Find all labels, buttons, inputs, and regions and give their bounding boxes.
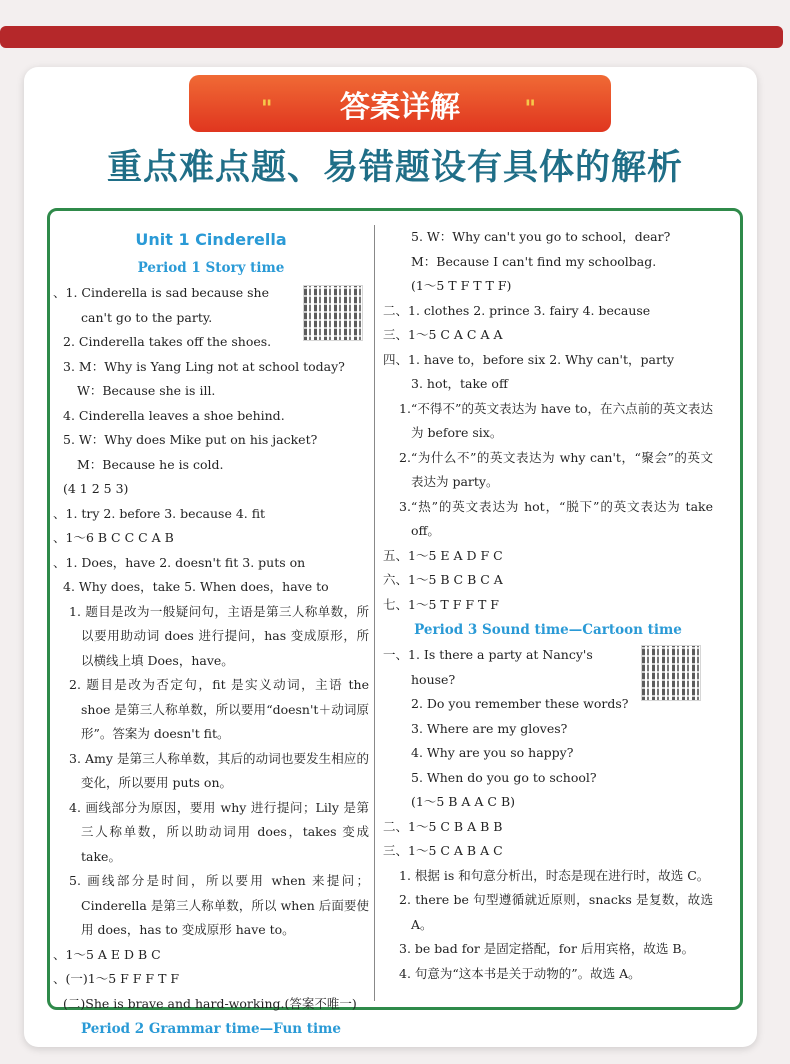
explanation-line: 5. 画线部分是时间，所以要用 when 来提问；Cinderella 是第三人称单数，所以 when 后面要使用 does，has to 变成原形 have to。 [69, 873, 369, 937]
answer-line: 、1. try 2. before 3. because 4. fit [53, 505, 266, 521]
answer-banner [189, 75, 611, 132]
answer-line: house? [411, 671, 456, 687]
banner-title: 答案详解 [340, 89, 460, 125]
answer-line: 4. Why does，take 5. When does，have to [63, 579, 329, 594]
left-column [53, 211, 369, 1036]
explanation-line: 2. there be 句型遵循就近原则，snacks 是复数，故选 A。 [399, 892, 713, 932]
qr-code-icon [641, 645, 701, 701]
explanation-line: 2.“为什么不”的英文表达为 why can't，“聚会”的英文表达为 party。 [399, 449, 713, 489]
answer-line: 二、1～5 C B A B B [383, 818, 503, 834]
column-divider [374, 225, 375, 1001]
answer-line: 3. Where are my gloves? [411, 720, 568, 736]
answer-line: 3. M：Why is Yang Ling not at school today? [63, 358, 345, 374]
answer-line: M：Because I can't find my schoolbag. [411, 253, 657, 269]
answer-line: 、1～6 B C C C A B [53, 530, 174, 545]
answer-line: 二、1. clothes 2. prince 3. fairy 4. because [383, 302, 651, 318]
answer-line: 三、1～5 C A C A A [383, 327, 503, 342]
answer-line: (4 1 2 5 3) [63, 481, 129, 496]
answer-line: (1～5 T F T T F) [411, 278, 512, 293]
explanation-line: 3. Amy 是第三人称单数，其后的动词也要发生相应的变化，所以要用 puts on。 [69, 750, 369, 790]
answer-line: 2. Cinderella takes off the shoes. [63, 334, 272, 349]
qr-code-icon [303, 285, 363, 341]
answer-line: 4. Cinderella leaves a shoe behind. [63, 407, 285, 423]
answer-line: W：Because she is ill. [77, 383, 216, 398]
answer-line: 4. Why are you so happy? [411, 745, 574, 760]
unit-title: Unit 1 Cinderella [135, 230, 287, 249]
answer-line: 5. W：Why can't you go to school，dear? [411, 229, 671, 244]
answer-line: 、(一)1～5 F F F T F [53, 971, 180, 986]
answer-line: 七、1～5 T F F T F [383, 596, 499, 612]
period-heading: Period 3 Sound time—Cartoon time [414, 622, 682, 638]
answer-line: 、1～5 A E D B C [53, 946, 161, 962]
answer-line: 五、1～5 E A D F C [383, 547, 503, 563]
explanation-line: 1. 题目是改为一般疑问句，主语是第三人称单数，所以要用助动词 does 进行提问，has 变成原形，所以横线上填 Does，have。 [69, 603, 369, 668]
quote-mark-icon: " [524, 97, 539, 122]
answer-line: 5. W：Why does Mike put on his jacket? [63, 432, 318, 447]
answer-line: (1～5 B A A C B) [411, 794, 516, 809]
quote-mark-icon: " [261, 97, 276, 122]
explanation-line: 4. 句意为“这本书是关于动物的”。故选 A。 [399, 965, 641, 981]
explanation-line: 3. be bad for 是固定搭配，for 后用宾格，故选 B。 [399, 941, 695, 956]
answer-line: 3. hot，take off [411, 376, 508, 391]
answer-line: 三、1～5 C A B A C [383, 843, 503, 858]
explanation-line: 1. 根据 is 和句意分析出，时态是现在进行时，故选 C。 [399, 867, 710, 883]
answer-line: 、1. Cinderella is sad because she [53, 285, 269, 300]
period-heading: Period 1 Story time [137, 260, 285, 276]
right-column [383, 211, 713, 986]
answer-sheet [47, 208, 743, 1037]
answer-line: 、1. Does，have 2. doesn't fit 3. puts on [53, 554, 306, 570]
answer-line: 2. Do you remember these words? [411, 696, 629, 711]
answer-line: 四、1. have to，before six 2. Why can't，party [383, 351, 675, 367]
answer-line: 5. When do you go to school? [411, 769, 597, 785]
explanation-line: 3.“热”的英文表达为 hot，“脱下”的英文表达为 take off。 [399, 498, 713, 538]
explanation-line: 1.“不得不”的英文表达为 have to，在六点前的英文表达为 before six。 [399, 400, 713, 440]
period-heading: Period 2 Grammar time—Fun time [80, 1021, 342, 1037]
explanation-line: 4. 画线部分为原因，要用 why 进行提问；Lily 是第三人称单数，所以助动词用 does，takes 变成 take。 [69, 799, 369, 864]
page-headline: 重点难点题、易错题设有具体的解析 [106, 148, 683, 188]
answer-line: M：Because he is cold. [77, 456, 224, 472]
top-decoration-bar [0, 26, 783, 48]
explanation-line: 2. 题目是改为否定句，fit 是实义动词，主语 the shoe 是第三人称单数，所以要用“doesn't＋动词原形”。答案为 doesn't fit。 [69, 677, 369, 741]
answer-line: can't go to the party. [81, 309, 213, 325]
answer-line: (二)She is brave and hard-working.(答案不唯一) [63, 995, 357, 1011]
answer-line: 一、1. Is there a party at Nancy's [383, 647, 593, 662]
answer-line: 六、1～5 B C B C A [383, 572, 503, 587]
